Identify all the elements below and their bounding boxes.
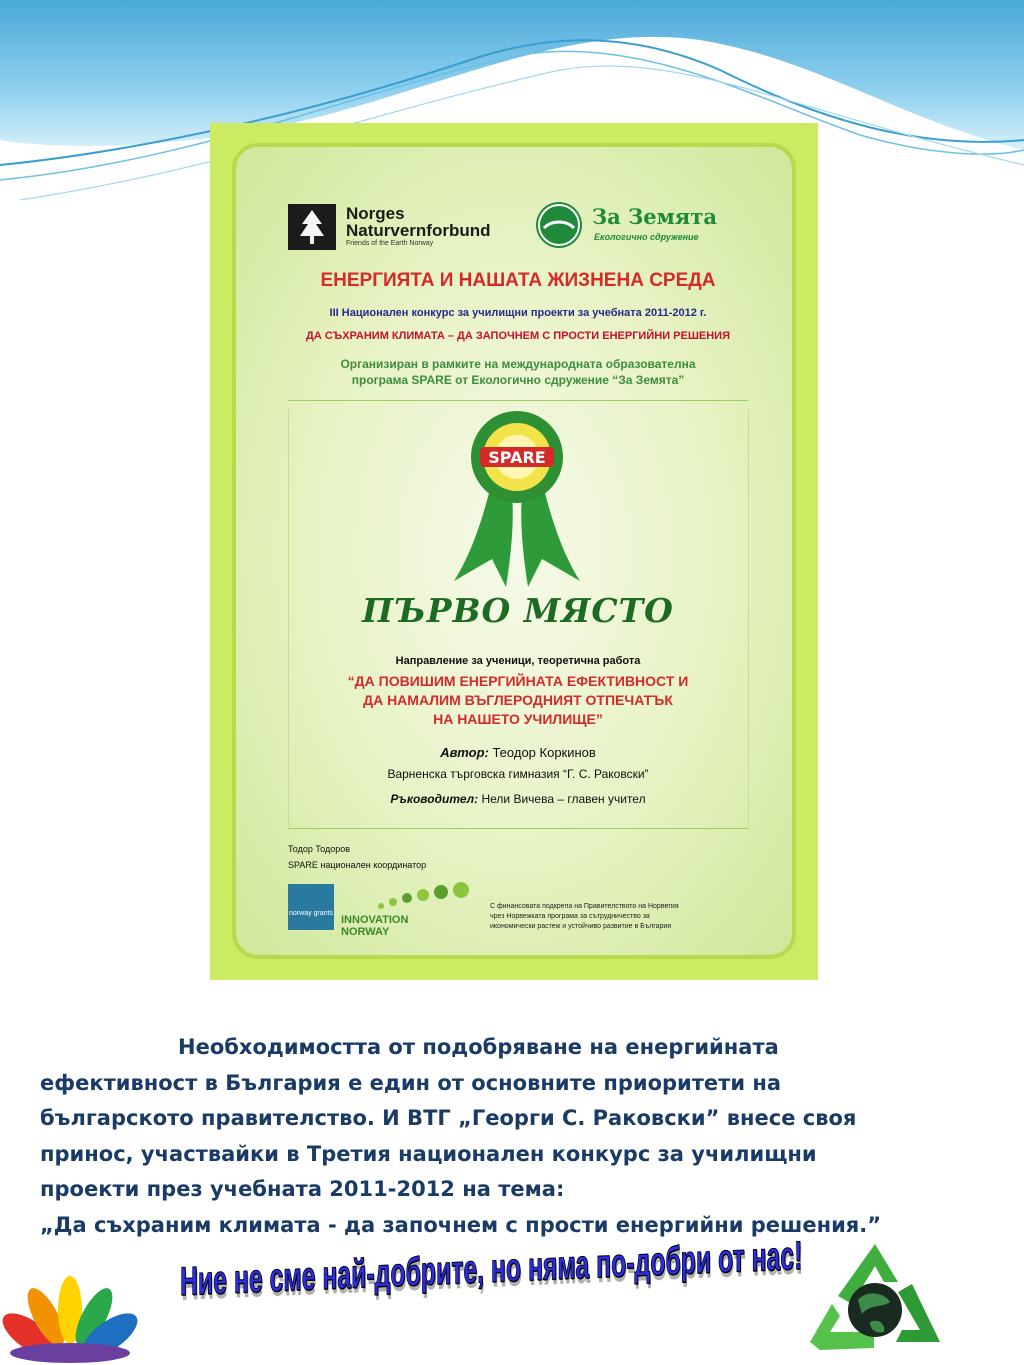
paragraph-line2: ефективност в България е един от основните приоритети на	[40, 1070, 782, 1095]
certificate-title: ЕНЕРГИЯТА И НАШАТА ЖИЗНЕНА СРЕДА	[320, 270, 716, 291]
author-label: Автор:	[440, 745, 489, 760]
zemyata-subtitle: Екологично сдружение	[594, 232, 699, 242]
school-flower-logo	[0, 1265, 140, 1365]
organized-line1: Организиран в рамките на международната образователна	[340, 357, 696, 371]
first-place-heading: ПЪРВО МЯСТО	[362, 591, 674, 630]
organized-line2: програма SPARE от Екологично сдружение “За Земята”	[351, 373, 685, 387]
paragraph-line5: проекти през учебната 2011-2012 на тема:	[40, 1177, 565, 1202]
funding-line1: С финансовата подкрепа на Правителството на Норвегия	[490, 903, 679, 910]
direction-line: Направление за ученици, теоретична работа	[395, 655, 641, 667]
norges-subtitle: Friends of the Earth Norway	[346, 240, 434, 247]
contest-slogan: ДА СЪХРАНИМ КЛИМАТА – ДА ЗАПОЧНЕМ С ПРОСТИ ЕНЕРГИЙНИ РЕШЕНИЯ	[306, 330, 730, 342]
coordinator-name: Тодор Тодоров	[288, 844, 351, 854]
innovation-line1: INNOVATION	[341, 914, 409, 926]
leader-line	[236, 792, 800, 806]
spare-badge-label: SPARE	[488, 448, 546, 467]
work-title-line2: ДА НАМАЛИМ ВЪГЛЕРОДНИЯТ ОТПЕЧАТЪК	[363, 692, 673, 708]
certificate-panel	[232, 143, 796, 959]
bottom-slogan	[160, 1233, 803, 1365]
author-name: Теодор Коркинов	[488, 745, 596, 760]
norges-line1: Norges	[346, 204, 405, 223]
innovation-line2: NORWAY	[341, 926, 390, 938]
leader-label: Ръководител:	[390, 792, 479, 806]
globe-icon	[536, 202, 582, 248]
funding-line3: икономически растеж и устойчиво развитие в България	[490, 923, 672, 930]
paragraph-line6: „Да съхраним климата - да започнем с прости енергийни решения.”	[40, 1212, 882, 1237]
contest-line: III Национален конкурс за училищни проекти за учебната 2011-2012 г.	[329, 307, 707, 319]
recycle-globe-icon	[800, 1238, 950, 1365]
certificate	[210, 123, 818, 980]
slogan-text: Ние не сме най-добрите, но няма по-добри от нас!	[180, 1233, 803, 1304]
leader-name: Нели Вичева – главен учител	[478, 792, 646, 806]
funding-note	[490, 902, 750, 932]
zemyata-title: За Земята	[592, 204, 717, 229]
paragraph-line1: Необходимостта от подобряване на енергийната	[178, 1035, 779, 1059]
funding-line2: чрез Норвежката програма за сътрудничество за	[490, 913, 650, 920]
author-line	[236, 745, 800, 760]
norway-grants-logo: norway grants	[288, 884, 334, 930]
description-paragraph	[40, 1030, 1000, 1244]
work-title-line3: НА НАШЕТО УЧИЛИЩЕ”	[433, 711, 603, 727]
tree-icon	[288, 204, 336, 250]
paragraph-line3: българското правителство. И ВТГ „Георги С. Раковски” внесе своя	[40, 1106, 857, 1131]
spare-rosette-badge	[450, 409, 584, 589]
dots-icon	[341, 880, 481, 914]
za-zemyata-logo	[536, 202, 751, 254]
work-title-line1: “ДА ПОВИШИМ ЕНЕРГИЙНАТА ЕФЕКТИВНОСТ И	[347, 673, 689, 689]
innovation-norway-logo	[341, 880, 481, 938]
paragraph-line4: принос, участвайки в Третия национален конкурс за училищни	[40, 1141, 817, 1166]
school-line: Варненска търговска гимназия “Г. С. Раковски”	[387, 767, 649, 781]
norges-line2: Naturvernforbund	[346, 221, 491, 240]
norges-naturvernforbund-logo	[288, 202, 518, 254]
coordinator-role: SPARE национален координатор	[288, 860, 427, 870]
